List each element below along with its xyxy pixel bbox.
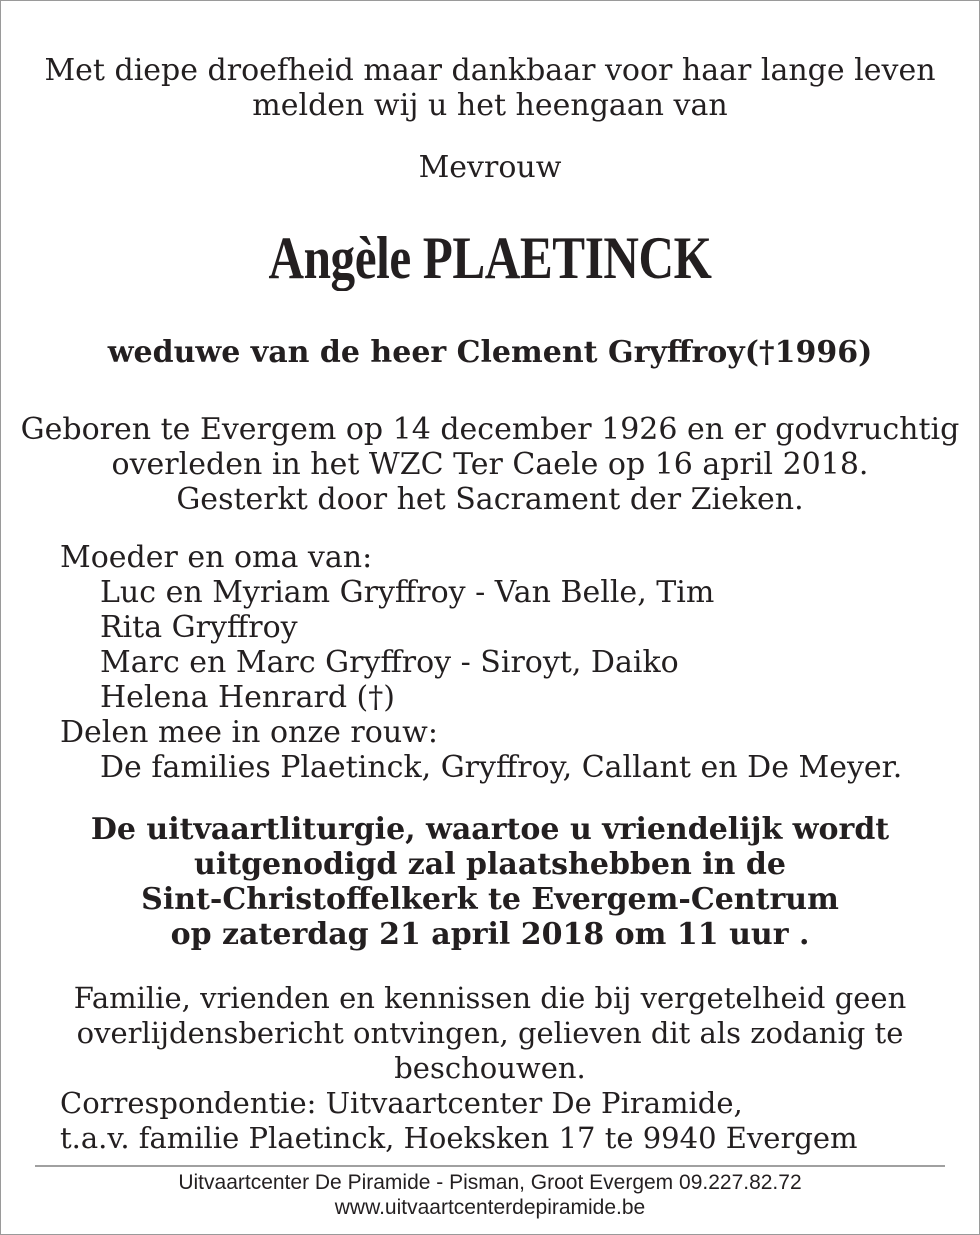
family-member: Luc en Myriam Gryffroy - Van Belle, Tim <box>100 575 715 610</box>
footer-website[interactable]: www.uitvaartcenterdepiramide.be <box>334 1196 646 1219</box>
birth-death-line-3: Gesterkt door het Sacrament der Zieken. <box>176 482 804 517</box>
notice-line-1: Familie, vrienden en kennissen die bij vergetelheid geen <box>73 981 907 1015</box>
share-families: De families Plaetinck, Gryffroy, Callant en De Meyer. <box>100 750 903 785</box>
salutation: Mevrouw <box>418 150 562 185</box>
ceremony-line-2: uitgenodigd zal plaatshebben in de <box>194 847 786 882</box>
correspondence-line-2: t.a.v. familie Plaetinck, Hoeksken 17 te 9940 Evergem <box>60 1121 858 1155</box>
birth-death-line-1: Geboren te Evergem op 14 december 1926 en er godvruchtig <box>20 412 960 447</box>
intro-line-2: melden wij u het heengaan van <box>252 88 728 123</box>
ceremony-line-4: op zaterdag 21 april 2018 om 11 uur . <box>170 917 810 952</box>
notice-line-3: beschouwen. <box>394 1051 586 1085</box>
ceremony-line-1: De uitvaartliturgie, waartoe u vriendelijk wordt <box>90 812 890 847</box>
family-member: Marc en Marc Gryffroy - Siroyt, Daiko <box>100 645 679 680</box>
family-member: Rita Gryffroy <box>100 610 298 645</box>
footer-divider <box>35 1165 945 1167</box>
footer-company: Uitvaartcenter De Piramide - Pisman, Groot Evergem 09.227.82.72 <box>178 1171 802 1194</box>
correspondence-line-1: Correspondentie: Uitvaartcenter De Piramide, <box>60 1086 743 1120</box>
deceased-name: Angèle PLAETINCK <box>268 225 712 291</box>
notice-line-2: overlijdensbericht ontvingen, gelieven dit als zodanig te <box>76 1016 904 1050</box>
family-member: Helena Henrard (†) <box>100 680 395 715</box>
widow-line: weduwe van de heer Clement Gryffroy(†1996) <box>107 335 873 370</box>
share-heading: Delen mee in onze rouw: <box>60 715 438 750</box>
family-heading: Moeder en oma van: <box>60 540 373 575</box>
birth-death-line-2: overleden in het WZC Ter Caele op 16 april 2018. <box>111 447 869 482</box>
intro-line-1: Met diepe droefheid maar dankbaar voor haar lange leven <box>44 53 936 88</box>
ceremony-line-3: Sint-Christoffelkerk te Evergem-Centrum <box>141 882 839 917</box>
